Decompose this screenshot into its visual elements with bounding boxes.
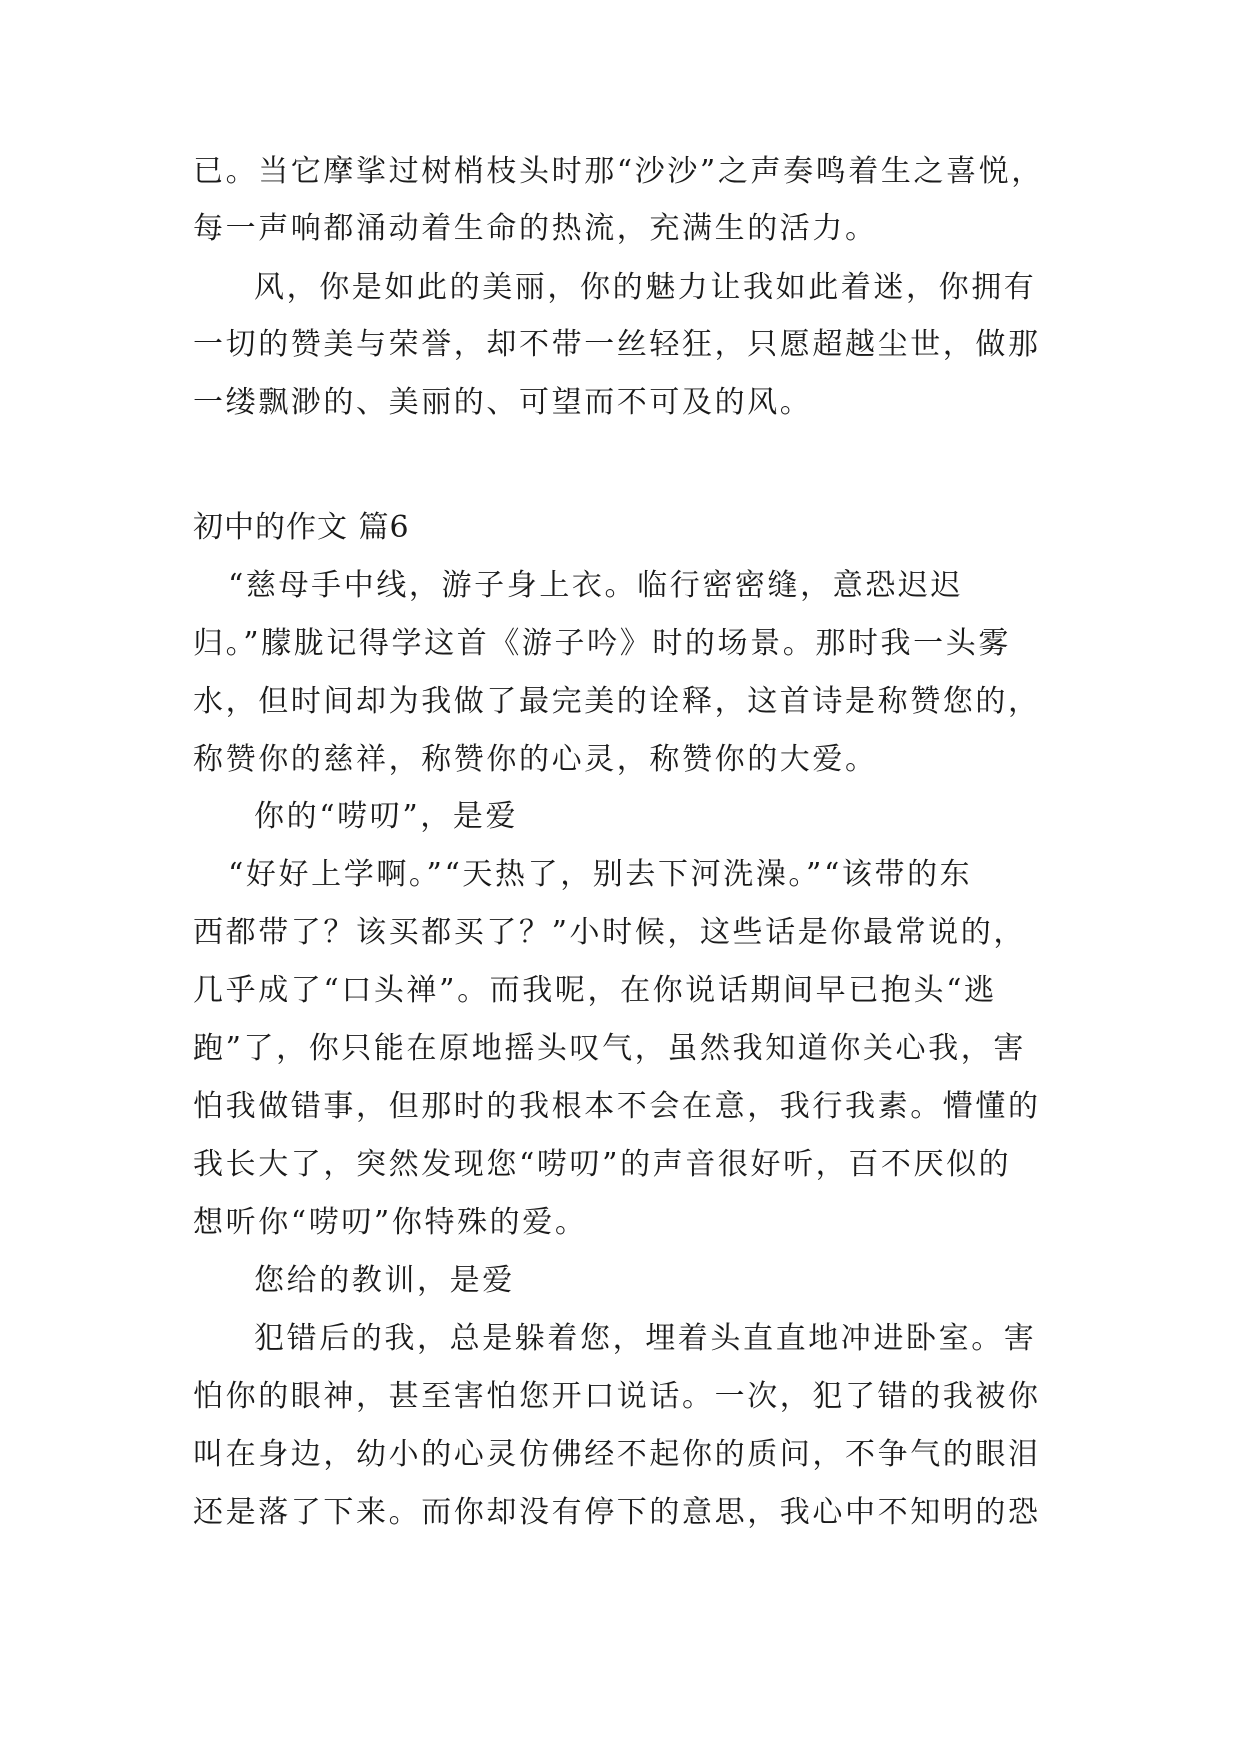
text-line: 我长大了，突然发现您“唠叨”的声音很好听，百不厌似的 bbox=[193, 1147, 1012, 1182]
subheading: 您给的教训，是爱 bbox=[254, 1263, 515, 1298]
paragraph-start-line: 犯错后的我，总是躲着您，埋着头直直地冲进卧室。害 bbox=[254, 1321, 1037, 1356]
text-line: 跑”了，你只能在原地摇头叹气，虽然我知道你关心我，害 bbox=[193, 1031, 1026, 1066]
paragraph-start-line: “好好上学啊。”“天热了，别去下河洗澡。”“该带的东 bbox=[228, 857, 973, 892]
text-line: 水，但时间却为我做了最完美的诠释，这首诗是称赞您的， bbox=[193, 684, 1041, 719]
text-line: 怕我做错事，但那时的我根本不会在意，我行我素。懵懂的 bbox=[193, 1089, 1041, 1124]
text-line: 已。当它摩挲过树梢枝头时那“沙沙”之声奏鸣着生之喜悦， bbox=[193, 154, 1044, 189]
text-line: 一缕飘渺的、美丽的、可望而不可及的风。 bbox=[193, 385, 813, 420]
text-line: 西都带了？该买都买了？”小时候，这些话是你最常说的， bbox=[193, 915, 1026, 950]
subheading: 你的“唠叨”，是爱 bbox=[254, 799, 519, 834]
text-line: 每一声响都涌动着生命的热流，充满生的活力。 bbox=[193, 211, 878, 246]
text-line: 怕你的眼神，甚至害怕您开口说话。一次，犯了错的我被你 bbox=[193, 1379, 1041, 1414]
paragraph-start-line: 风，你是如此的美丽，你的魅力让我如此着迷，你拥有 bbox=[254, 270, 1037, 305]
text-line: 称赞你的慈祥，称赞你的心灵，称赞你的大爱。 bbox=[193, 742, 878, 777]
text-line: 几乎成了“口头禅”。而我呢，在你说话期间早已抱头“逃 bbox=[193, 973, 997, 1008]
text-line: 还是落了下来。而你却没有停下的意思，我心中不知明的恐 bbox=[193, 1495, 1041, 1530]
section-heading: 初中的作文 篇6 bbox=[193, 510, 410, 545]
paragraph-start-line: “慈母手中线，游子身上衣。临行密密缝，意恐迟迟 bbox=[228, 568, 964, 603]
text-line: 一切的赞美与荣誉，却不带一丝轻狂，只愿超越尘世，做那 bbox=[193, 327, 1041, 362]
text-line: 归。”朦胧记得学这首《游子吟》时的场景。那时我一头雾 bbox=[193, 626, 1011, 661]
text-line: 想听你“唠叨”你特殊的爱。 bbox=[193, 1205, 588, 1240]
text-line: 叫在身边，幼小的心灵仿佛经不起你的质问，不争气的眼泪 bbox=[193, 1437, 1041, 1472]
